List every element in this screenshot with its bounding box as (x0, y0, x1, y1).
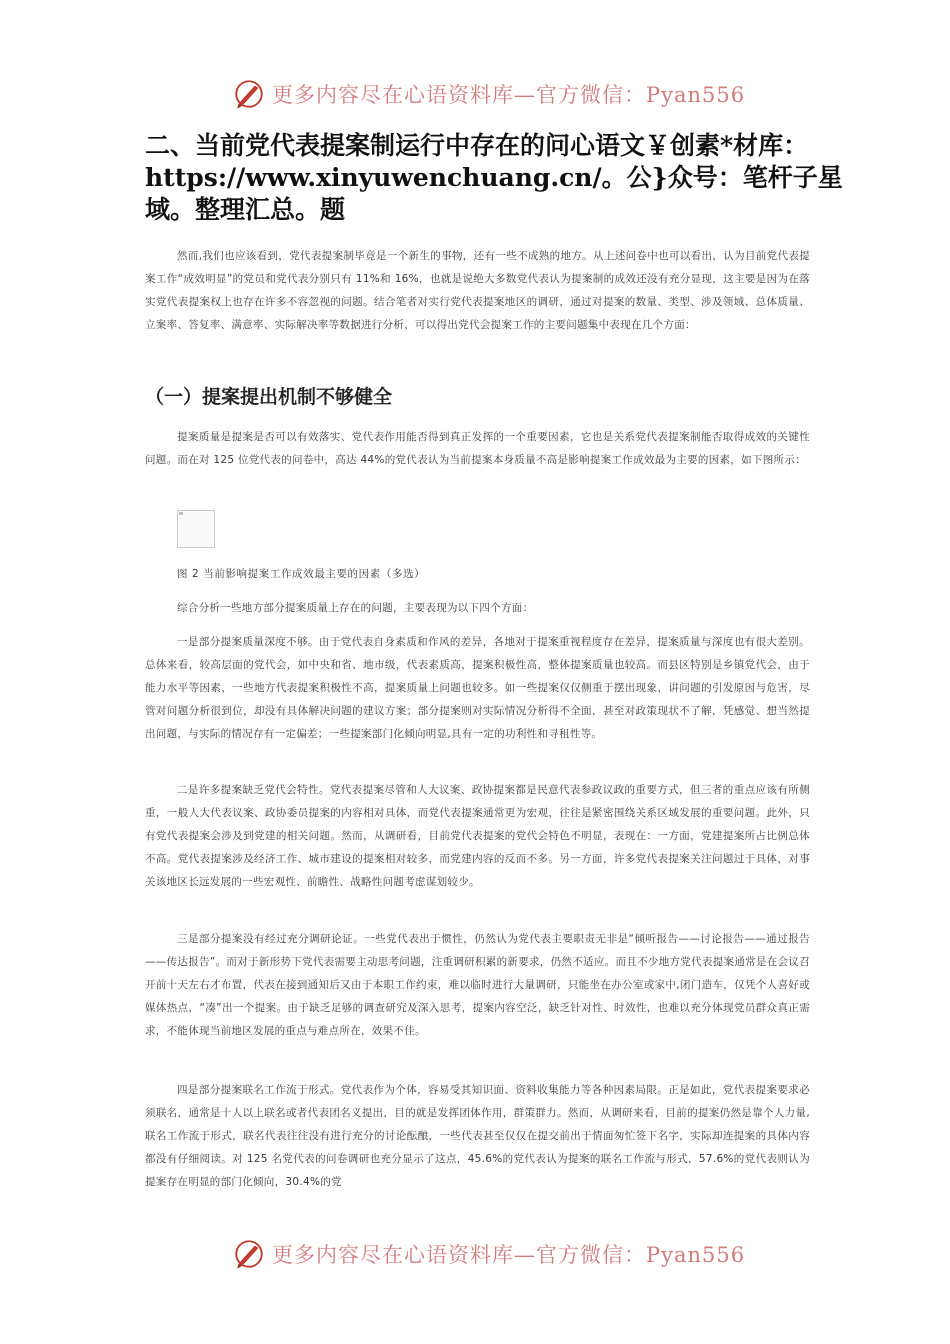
header-banner-text: 更多内容尽在心语资料库—官方微信：Pyan556 (272, 83, 746, 107)
figure-placeholder-image (177, 510, 215, 548)
section-heading: （一）提案提出机制不够健全 (145, 386, 393, 408)
summary-line: 综合分析一些地方部分提案质量上存在的问题，主要表现为以下四个方面： (177, 602, 534, 614)
point-3-paragraph: 三是部分提案没有经过充分调研论证。一些党代表出于惯性，仍然认为党代表主要职责无非是“倾听报告——讨论报告——通过报告——传达报告”。而对于新形势下党代表需要主动思考问题，注重调研积累的新要求，仍然不适应。而且不少地方党代表提案通常是在会议召开前十天左右才布置，代表在接到通知后又由于本职工作约束，难以临时进行大量调研，只能坐在办公室或家中,闭门造车，仅凭个人喜好或媒体热点，“凑”出一个提案。由于缺乏足够的调查研究及深入思考，提案内容空泛，缺乏针对性、时效性，也难以充分体现党员群众真正需求，不能体现当前地区发展的重点与难点所在，效果不佳。 (145, 933, 810, 1037)
pen-logo-icon (232, 1237, 266, 1271)
page-title: 二、当前党代表提案制运行中存在的问心语文￥创素*材库：https://www.xinyuwenchuang.cn/。公}众号：笔杆子星域。整理汇总。题 (145, 131, 843, 224)
footer-banner-text: 更多内容尽在心语资料库—官方微信：Pyan556 (272, 1243, 746, 1267)
intro-paragraph: 然而,我们也应该看到，党代表提案制毕竟是一个新生的事物，还有一些不成熟的地方。从上述问卷中也可以看出，认为目前党代表提案工作“成效明显”的党员和党代表分别只有 11%和 16%，也就是说绝大多数党代表认为提案制的成效还没有充分显现，这主要是因为在落实党代表提案权上也存在许多不容忽视的问题。结合笔者对实行党代表提案地区的调研，通过对提案的数量、类型、涉及领域、总体质量、立案率、答复率、满意率、实际解决率等数据进行分析，可以得出党代会提案工作的主要问题集中表现在几个方面： (145, 250, 810, 331)
header-banner (232, 74, 746, 114)
footer-banner (232, 1234, 746, 1274)
section-paragraph: 提案质量是提案是否可以有效落实、党代表作用能否得到真正发挥的一个重要因素，它也是关系党代表提案制能否取得成效的关键性问题。而在对 125 位党代表的问卷中，高达 44%的党代表认为当前提案本身质量不高是影响提案工作成效最为主要的因素，如下图所示： (145, 431, 810, 466)
pen-logo-icon (232, 77, 266, 111)
point-1-paragraph: 一是部分提案质量深度不够。由于党代表自身素质和作风的差异，各地对于提案重视程度存在差异，提案质量与深度也有很大差别。总体来看，较高层面的党代会，如中央和省、地市级，代表素质高，提案积极性高，整体提案质量也较高。而县区特别是乡镇党代会，由于能力水平等因素，一些地方代表提案积极性不高，提案质量上问题也较多。如一些提案仅仅侧重于摆出现象，讲问题的引发原因与危害，尽管对问题分析很到位，却没有具体解决问题的建议方案；部分提案则对实际情况分析得不全面，甚至对政策现状不了解，凭感觉、想当然提出问题，与实际的情况存有一定偏差；一些提案部门化倾向明显,具有一定的功利性和寻租性等。 (145, 636, 810, 740)
point-2-paragraph: 二是许多提案缺乏党代会特性。党代表提案尽管和人大议案、政协提案都是民意代表参政议政的重要方式，但三者的重点应该有所侧重，一般人大代表议案、政协委员提案的内容相对具体，而党代表提案通常更为宏观，往往是紧密围绕关系区域发展的重要问题。此外，只有党代表提案会涉及到党建的相关问题。然而，从调研看，目前党代表提案的党代会特色不明显，表现在：一方面，党建提案所占比例总体不高。党代表提案涉及经济工作、城市建设的提案相对较多，而党建内容的反而不多。另一方面，许多党代表提案关注问题过于具体，对事关该地区长远发展的一些宏观性、前瞻性、战略性问题考虑谋划较少。 (145, 784, 810, 888)
figure-caption: 图 2 当前影响提案工作成效最主要的因素（多选） (177, 568, 426, 580)
point-4-paragraph: 四是部分提案联名工作流于形式。党代表作为个体，容易受其知识面、资料收集能力等各种因素局限。正是如此，党代表提案要求必须联名，通常是十人以上联名或者代表团名义提出，目的就是发挥团体作用，群策群力。然而，从调研来看，目前的提案仍然是靠个人力量,联名工作流于形式，联名代表往往没有进行充分的讨论酝酿，一些代表甚至仅仅在提交前出于情面匆忙签下名字，实际却连提案的具体内容都没有仔细阅读。对 125 名党代表的问卷调研也充分显示了这点，45.6%的党代表认为提案的联名工作流与形式，57.6%的党代表则认为提案存在明显的部门化倾向，30.4%的党 (145, 1084, 810, 1188)
